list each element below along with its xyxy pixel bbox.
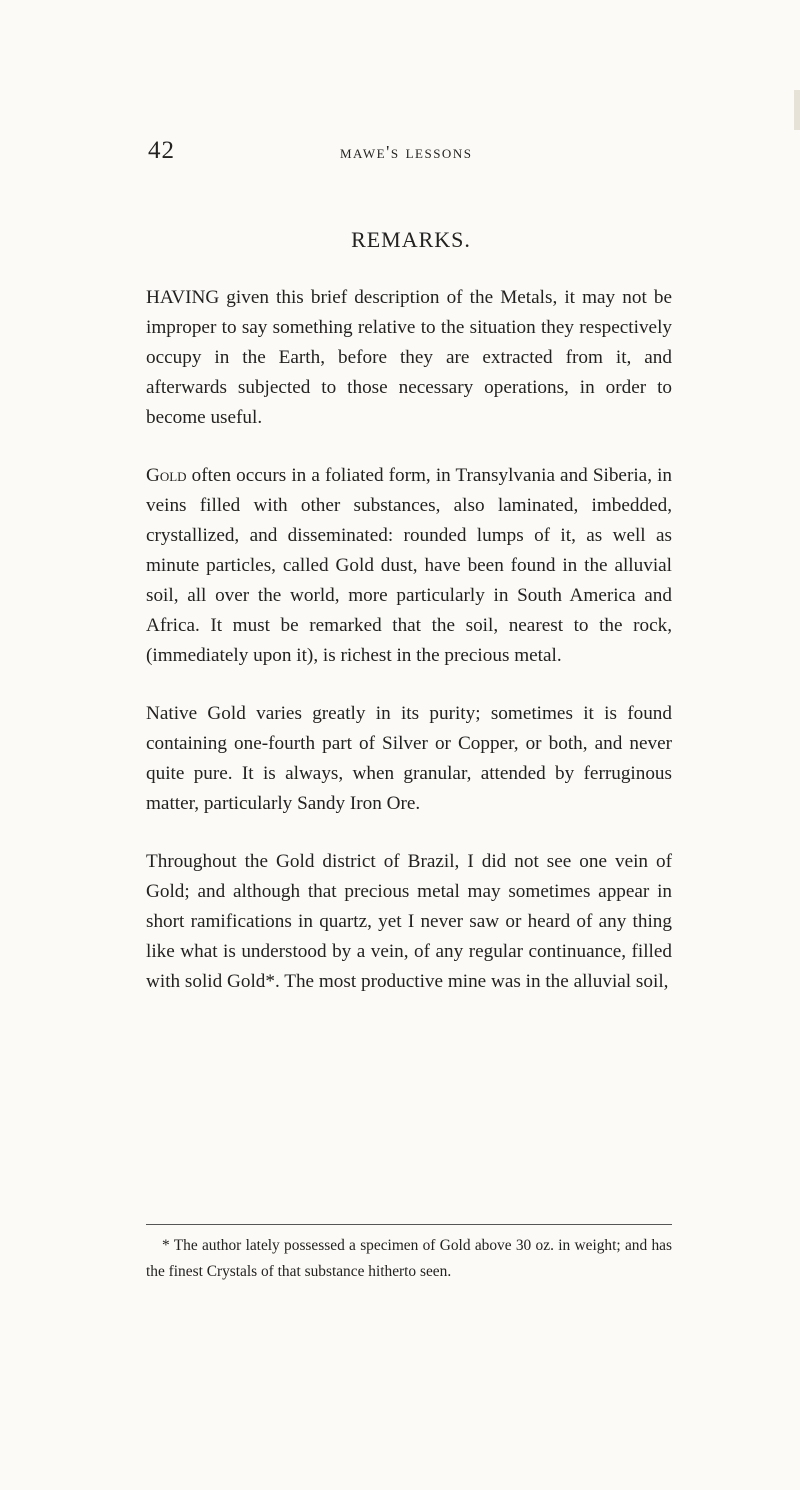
paragraph-4: Throughout the Gold district of Brazil, I did not see one vein of Gold; and although that precious metal may sometimes appear in short ramifications in quartz, yet I never saw or heard of any thing like what is understood by a vein, of any regular continuance, filled with solid Gold*. The most productive mine was in the alluvial soil, [146,851,672,992]
paragraph-2 [146,461,672,671]
page-edge-mark [794,90,800,130]
page-number: 42 [148,137,175,164]
footnote-text: The author lately possessed a specimen of Gold above 30 oz. in weight; and has the finest Crystals of that substance hitherto seen. [146,1237,672,1280]
paragraph-2-text: often occurs in a foliated form, in Transylvania and Siberia, in veins filled with other substances, also laminated, imbedded, crystallized, and disseminated: rounded lumps of it, as well as minute particles, called Gold dust, have been found in the alluvial soil, all over the world, more particularly in South America and Africa. It must be remarked that the soil, nearest to the rock, (immediately upon it), is richest in the precious metal. [146,465,672,666]
footnote-rule [146,1224,672,1225]
footnote [146,1233,672,1285]
body-text [146,283,672,1025]
paragraph-2-lead: Gold [146,465,187,486]
running-head [148,137,668,177]
running-title: mawe's lessons [340,142,473,162]
paragraph-1: HAVING given this brief description of the Metals, it may not be improper to say something relative to the situation they respectively occupy in the Earth, before they are extracted from it, and afterwards subjected to those necessary operations, in order to become useful. [146,287,672,428]
paragraph-3: Native Gold varies greatly in its purity; sometimes it is found containing one-fourth part of Silver or Copper, or both, and never quite pure. It is always, when granular, attended by ferruginous matter, particularly Sandy Iron Ore. [146,703,672,814]
section-title: REMARKS. [351,227,471,252]
footnote-mark: * [162,1237,170,1254]
